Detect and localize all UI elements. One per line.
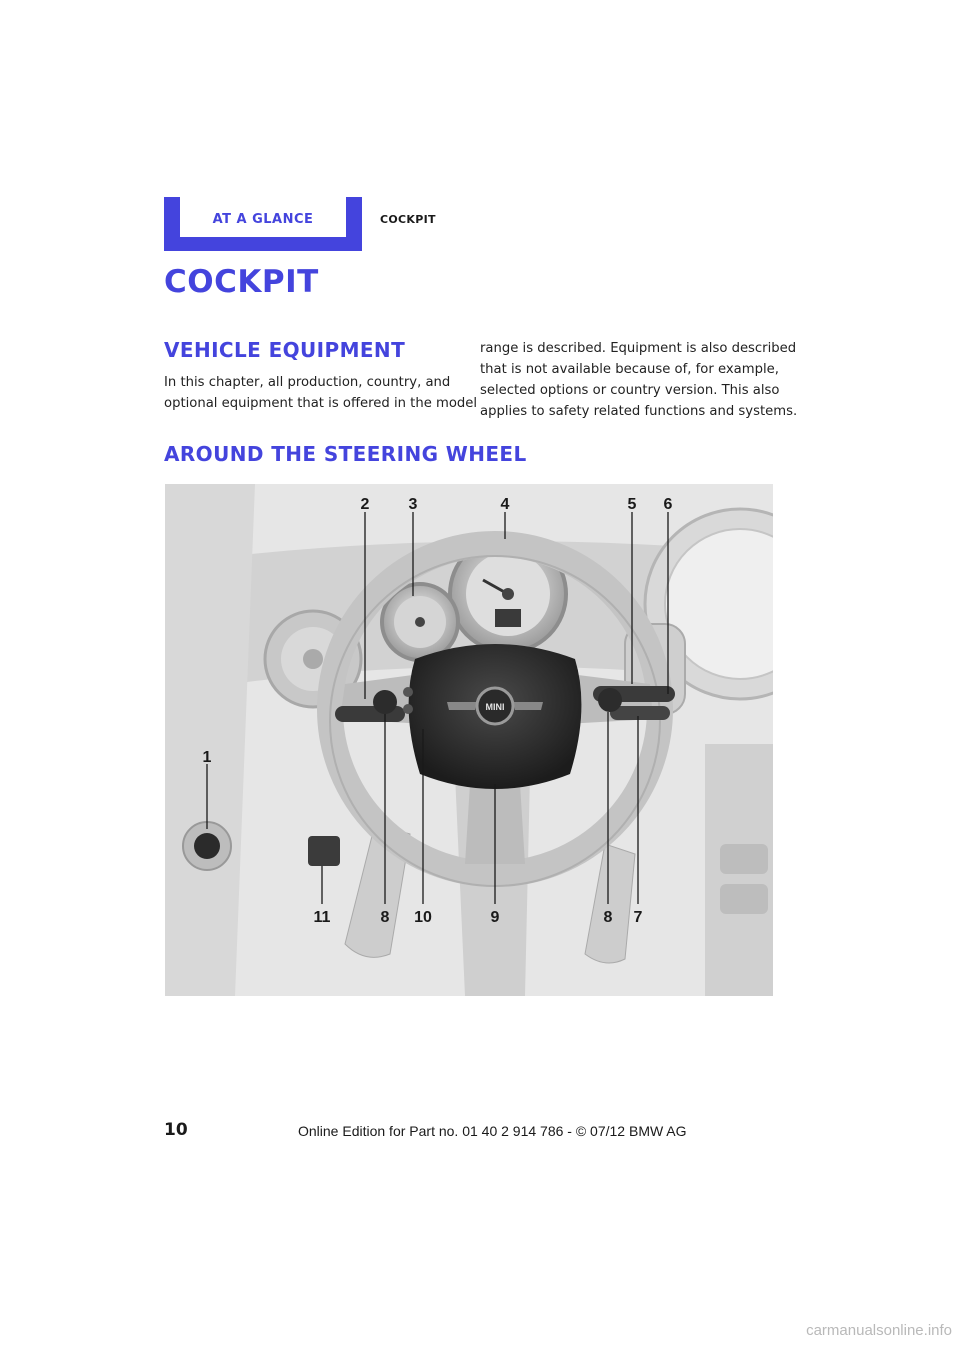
- mini-logo-text: MINI: [485, 702, 505, 712]
- steering-wheel-drawing: [165, 484, 773, 996]
- callout-4: 4: [500, 496, 510, 513]
- vehicle-equipment-col2: [480, 338, 797, 422]
- heading-vehicle-equipment: VEHICLE EQUIPMENT: [164, 338, 406, 362]
- page-title: COCKPIT: [164, 264, 319, 300]
- page-number: 10: [164, 1120, 188, 1140]
- section-tag: COCKPIT: [380, 213, 436, 226]
- callout-8-left: 8: [380, 909, 390, 926]
- callout-6: 6: [663, 496, 673, 513]
- callout-3: 3: [408, 496, 418, 513]
- callout-8-right: 8: [603, 909, 613, 926]
- callout-1: 1: [202, 749, 212, 766]
- text-line: range is described. Equipment is also described: [480, 341, 797, 356]
- chapter-tab-label: AT A GLANCE: [180, 197, 346, 237]
- text-line: In this chapter, all production, country, and: [164, 375, 451, 390]
- callout-11: 11: [313, 909, 331, 926]
- callout-7: 7: [633, 909, 643, 926]
- vehicle-equipment-col1: [164, 372, 477, 414]
- text-line: selected options or country version. This also: [480, 383, 780, 398]
- callout-9: 9: [490, 909, 500, 926]
- text-line: that is not available because of, for example,: [480, 362, 779, 377]
- callout-10: 10: [414, 909, 432, 926]
- watermark: carmanualsonline.info: [806, 1322, 952, 1339]
- callout-5: 5: [627, 496, 637, 513]
- heading-around-steering-wheel: AROUND THE STEERING WHEEL: [164, 442, 527, 466]
- text-line: applies to safety related functions and systems.: [480, 404, 798, 419]
- steering-wheel-illustration: [165, 484, 773, 996]
- callout-2: 2: [360, 496, 370, 513]
- footer-edition: Online Edition for Part no. 01 40 2 914 786 - © 07/12 BMW AG: [298, 1123, 687, 1139]
- text-line: optional equipment that is offered in the model: [164, 396, 478, 411]
